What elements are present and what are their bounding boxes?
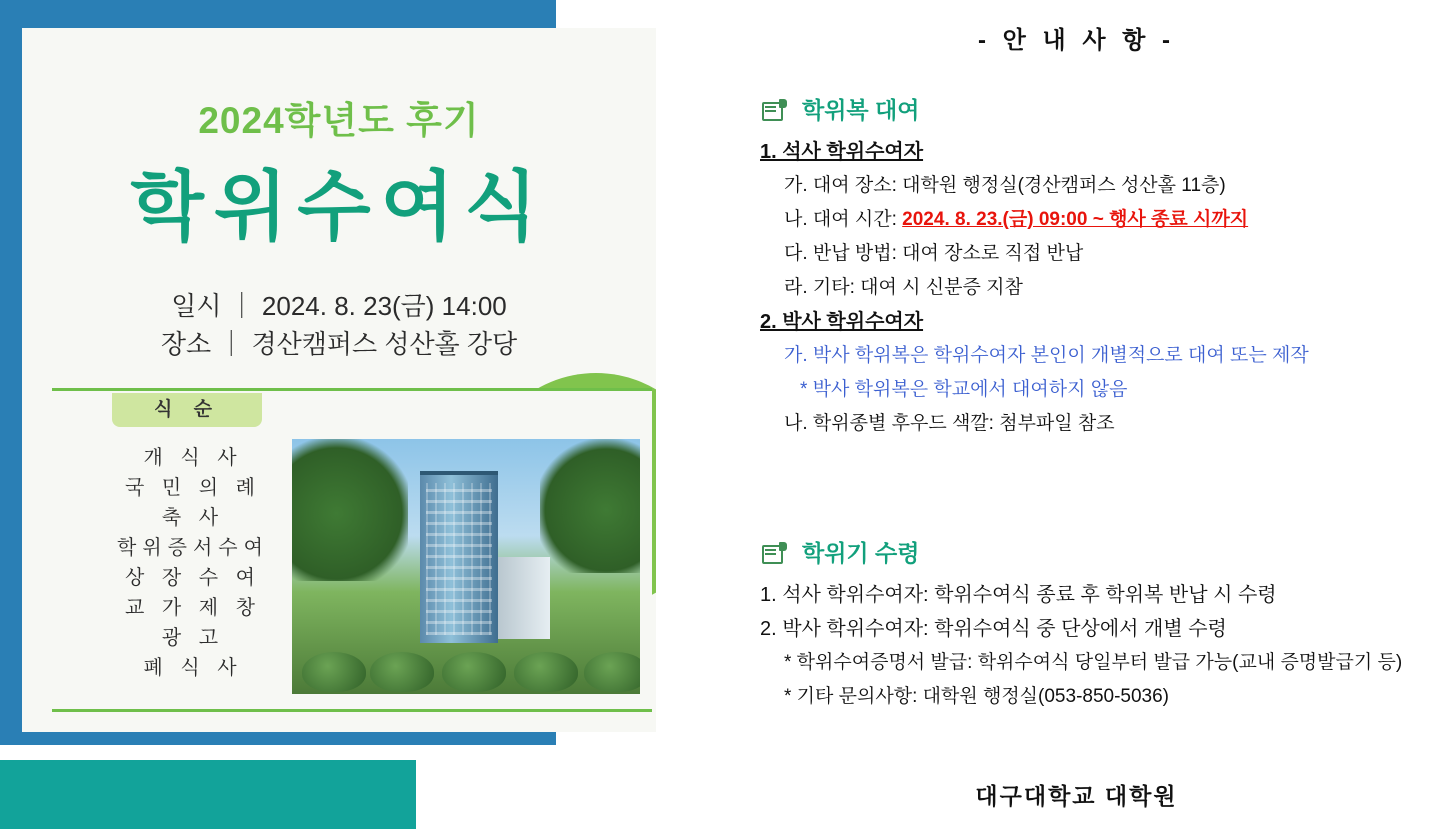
- section-title-text: 학위기 수령: [802, 540, 920, 566]
- section-title-text: 학위복 대여: [802, 97, 920, 123]
- poster-teal-band: [0, 760, 416, 829]
- section-title-row: [760, 92, 1453, 125]
- poster-card: [22, 28, 656, 732]
- poster-place: 장소 ｜ 경산캠퍼스 성산홀 강당: [160, 329, 518, 359]
- list-item: 가. 박사 학위복은 학위수여자 본인이 개별적으로 대여 또는 제작: [784, 345, 1309, 366]
- list-item: 다. 반납 방법: 대여 장소로 직접 반납: [784, 243, 1084, 264]
- notice-panel: [700, 0, 1453, 829]
- list-item: * 박사 학위복은 학교에서 대여하지 않음: [800, 379, 1128, 400]
- list-item: 라. 기타: 대여 시 신분증 지참: [784, 277, 1023, 298]
- list-item: 나. 학위종별 후우드 색깔: 첨부파일 참조: [784, 413, 1115, 434]
- list-item: 1. 석사 학위수여자: [760, 141, 924, 163]
- photo-tree-left: [292, 439, 408, 581]
- list-item: 1. 석사 학위수여자: 학위수여식 종료 후 학위복 반납 시 수령: [760, 584, 1277, 606]
- photo-shrub: [442, 652, 506, 692]
- list-item: 개 식 사: [143, 447, 243, 469]
- poster-panel: [0, 0, 556, 829]
- mail-icon: [760, 541, 788, 563]
- poster-year-line: 2024학년도 후기: [198, 100, 480, 141]
- list-item: 상 장 수 여: [125, 567, 261, 589]
- list-item: 학위증서수여: [117, 537, 269, 559]
- list-item: * 학위수여증명서 발급: 학위수여식 당일부터 발급 가능(교내 증명발급기 등): [784, 652, 1403, 673]
- footer-organization: 대구대학교 대학원: [975, 783, 1178, 809]
- section-title-row: [760, 535, 1453, 568]
- photo-shrub: [584, 652, 640, 692]
- poster-datetime: 일시 ｜ 2024. 8. 23(금) 14:00: [171, 291, 507, 321]
- list-item: 2. 박사 학위수여자: [760, 311, 924, 333]
- poster-program-list: [98, 443, 288, 683]
- mail-icon: [760, 98, 788, 120]
- list-item: 가. 대여 장소: 대학원 행정실(경산캠퍼스 성산홀 11층): [784, 175, 1226, 196]
- photo-shrub: [514, 652, 578, 692]
- campus-photo: [292, 439, 640, 694]
- section-diploma-pickup: [760, 535, 1453, 714]
- list-item: 폐 식 사: [143, 657, 243, 679]
- photo-tree-right: [540, 439, 640, 573]
- list-item: 2. 박사 학위수여자: 학위수여식 중 단상에서 개별 수령: [760, 618, 1227, 640]
- photo-side-building: [498, 557, 550, 639]
- section-gown-rental: [760, 92, 1453, 441]
- list-item: * 기타 문의사항: 대학원 행정실(053-850-5036): [784, 686, 1170, 707]
- list-item: 국 민 의 례: [125, 477, 261, 499]
- list-item: 나. 대여 시간: 2024. 8. 23.(금) 09:00 ~ 행사 종료 시까지: [784, 209, 1249, 230]
- notice-heading: - 안 내 사 항 -: [977, 27, 1176, 54]
- poster-title: 학위수여식: [130, 165, 548, 250]
- poster-program-tab: 식 순: [112, 393, 262, 427]
- list-item: 교 가 제 창: [125, 597, 261, 619]
- photo-shrub: [302, 652, 366, 692]
- list-item: 축 사: [161, 507, 225, 529]
- photo-shrub: [370, 652, 434, 692]
- photo-main-building: [420, 471, 498, 643]
- poster-program-box: [52, 388, 652, 712]
- list-item: 광 고: [161, 627, 225, 649]
